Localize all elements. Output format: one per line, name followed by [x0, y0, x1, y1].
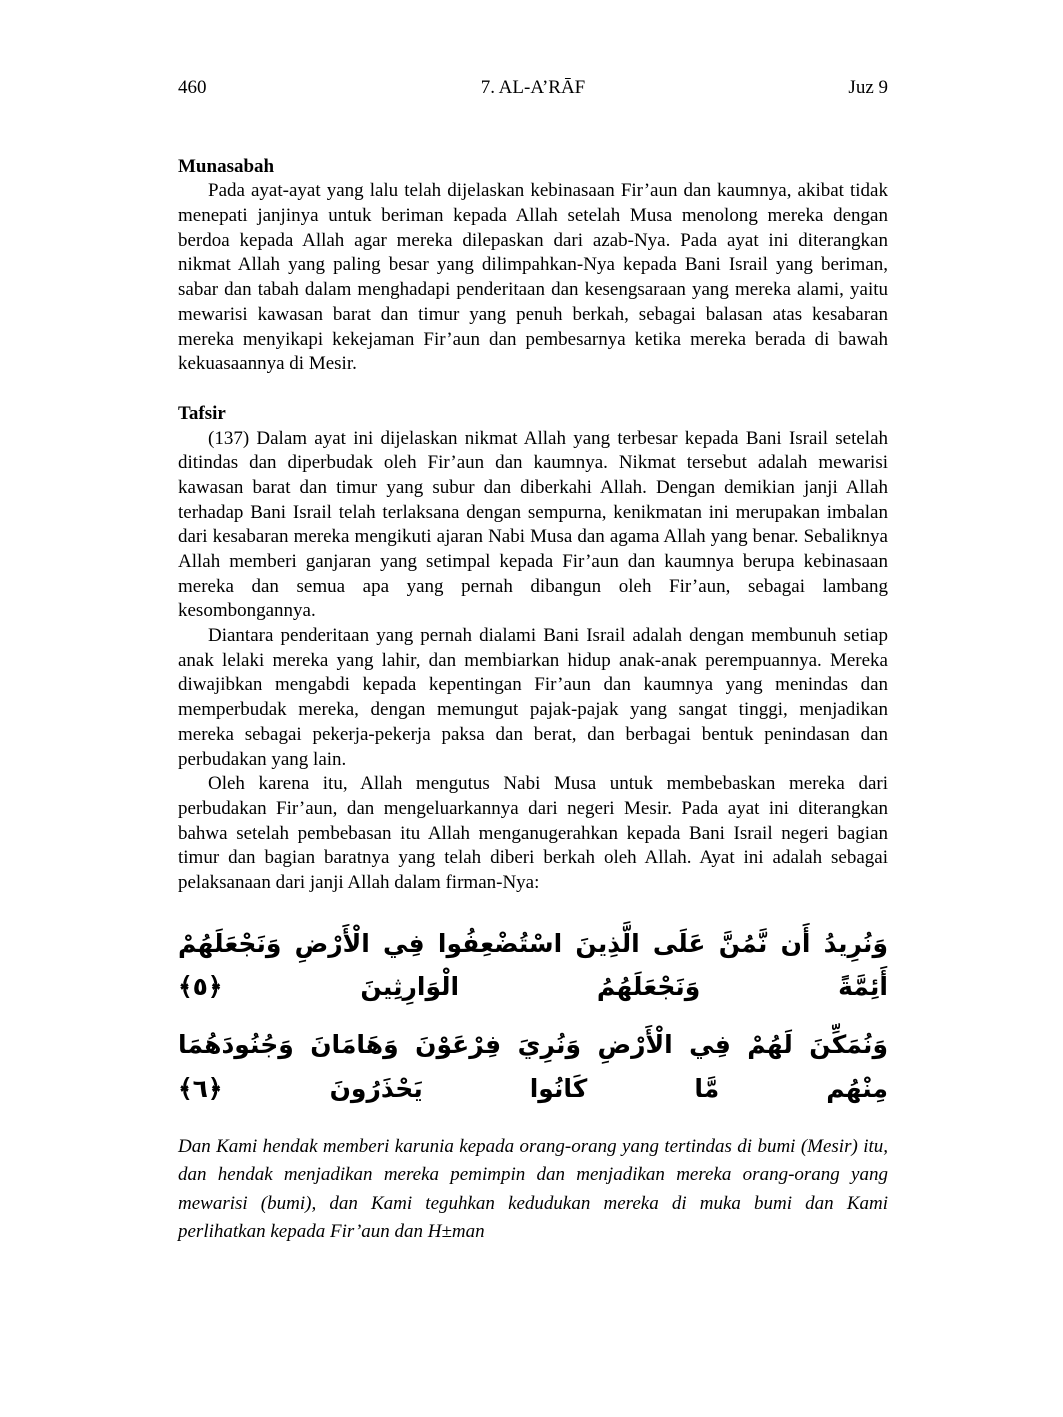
page-header [178, 76, 888, 101]
quran-verse-block [178, 922, 888, 1111]
surah-title: 7. AL-A’RĀF [480, 77, 586, 98]
tafsir-paragraph-2: Diantara penderitaan yang pernah dialami Bani Israil adalah dengan membunuh setiap anak lelaki mereka yang lahir, dan membiarkan hidup anak-anak perempuannya. Mereka diwajibkan mengabdi kepada kepentingan Fir’aun dan kaumnya yang menindas dan memperbudak mereka, dengan memungut pajak-pajak yang sangat tinggi, menjadikan mereka sebagai pekerja-pekerja paksa dan berat, dan berbagai bentuk penindasan dan perbudakan yang lain. [178, 625, 888, 770]
page-number: 460 [178, 77, 207, 98]
munasabah-heading: Munasabah [178, 155, 275, 177]
translation-paragraph: Dan Kami hendak memberi karunia kepada orang-orang yang tertindas di bumi (Mesir) itu, dan hendak menjadikan mereka pemimpin dan menjadikan mereka orang-orang yang mewarisi (bumi), dan Kami teguhkan kedudukan mereka di muka bumi dan Kami perlihatkan kepada Fir’aun dan H±man [178, 1135, 888, 1243]
quran-verse-line-2: وَنُمَكِّنَ لَهُمْ فِي الْأَرْضِ وَنُرِيَ فِرْعَوْنَ وَهَامَانَ وَجُنُودَهُمَا مِنْهُم مَّا كَانُوا يَحْذَرُونَ ﴿٦﴾ [178, 1030, 888, 1103]
munasabah-paragraph: Pada ayat-ayat yang lalu telah dijelaskan kebinasaan Fir’aun dan kaumnya, akibat tidak menepati janjinya untuk beriman kepada Allah setelah Musa menolong mereka dengan berdoa kepada Allah agar mereka dilepaskan dari azab-Nya. Pada ayat ini diterangkan nikmat Allah yang paling besar yang dilimpahkan-Nya kepada Bani Israil yang beriman, sabar dan tabah dalam menghadapi penderitaan dan kesengsaraan yang mereka alami, yaitu mewarisi kawasan barat dan timur yang penuh berkah, sebagai balasan atas kesabaran mereka menyikapi kekejaman Fir’aun dan pembesarnya ketika mereka berada di bawah kekuasaannya di Mesir. [178, 180, 888, 375]
tafsir-heading: Tafsir [178, 402, 226, 424]
juz-label: Juz 9 [848, 77, 888, 98]
tafsir-paragraph-3: Oleh karena itu, Allah mengutus Nabi Musa untuk membebaskan mereka dari perbudakan Fir’aun, dan mengeluarkannya dari negeri Mesir. Pada ayat ini diterangkan bahwa setelah pembebasan itu Allah menganugerahkan kepada Bani Israil negeri bagian timur dan bagian baratnya yang telah diberi berkah oleh Allah. Ayat ini adalah sebagai pelaksanaan dari janji Allah dalam firman-Nya: [178, 773, 888, 893]
tafsir-paragraph-1: (137) Dalam ayat ini dijelaskan nikmat Allah yang terbesar kepada Bani Israil setelah ditindas dan diperbudak oleh Fir’aun dan kaumnya. Nikmat tersebut adalah mewarisi kawasan barat dan timur yang subur dan diberkahi Allah. Dengan demikian janji Allah terhadap Bani Israil telah terlaksana dengan sempurna, kenikmatan ini merupakan imbalan dari kesabaran mereka mengikuti ajaran Nabi Musa dan agama Allah yang benar. Sebaliknya Allah memberi ganjaran yang setimpal kepada Fir’aun dan kaumnya berupa kebinasaan mereka dan semua apa yang pernah dibangun oleh Fir’aun, sebagai lambang kesombongannya. [178, 427, 888, 622]
quran-verse-line-1: وَنُرِيدُ أَن نَّمُنَّ عَلَى الَّذِينَ اسْتُضْعِفُوا فِي الْأَرْضِ وَنَجْعَلَهُمْ أَئِمَّةً وَنَجْعَلَهُمُ الْوَارِثِينَ ﴿٥﴾ [178, 928, 888, 1002]
